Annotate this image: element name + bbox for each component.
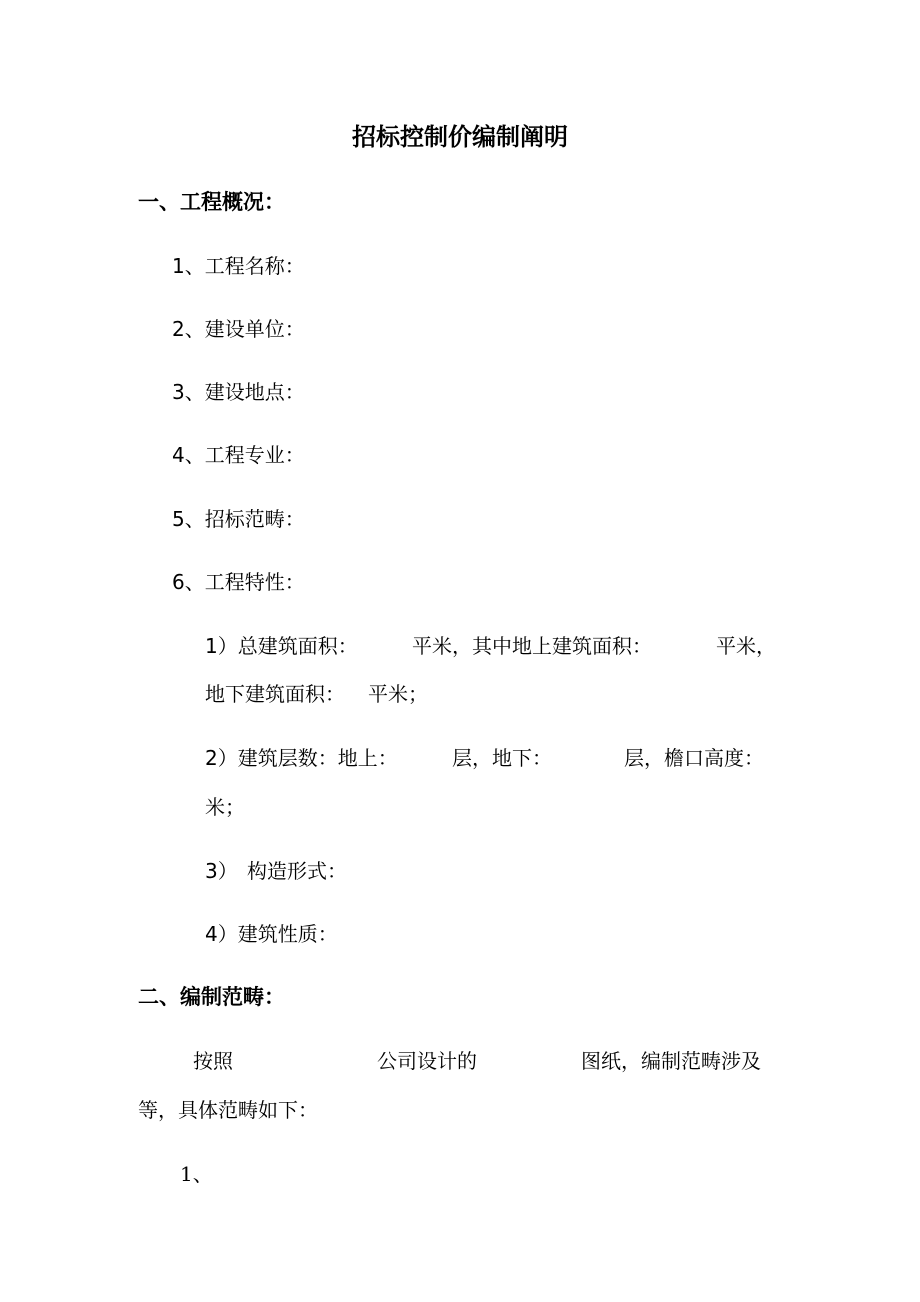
sub1-above-ground-label: 平米，其中地上建筑面积： xyxy=(412,634,652,658)
item-scope: 5、招标范畴： xyxy=(172,507,305,531)
section2-item-1: 1、 xyxy=(180,1162,213,1186)
sub2-floors-below-label: 层，地下： xyxy=(452,746,552,770)
item-owner: 2、建设单位： xyxy=(172,317,305,341)
sub1-underground-unit: 平米； xyxy=(368,682,428,706)
sub2-eave-height-label: 层，檐口高度： xyxy=(624,746,764,770)
section2-heading: 二、编制范畴： xyxy=(138,985,285,1009)
para-specific-scope: 等，具体范畴如下： xyxy=(138,1098,318,1122)
document-title: 招标控制价编制阐明 xyxy=(352,123,568,151)
sub3-number: 3） xyxy=(205,859,238,883)
sub4-building-nature: 4）建筑性质： xyxy=(205,922,338,946)
item-discipline: 4、工程专业： xyxy=(172,443,305,467)
section1-heading: 一、工程概况： xyxy=(138,190,285,214)
para-company-design: 公司设计的 xyxy=(377,1049,477,1073)
item-features: 6、工程特性： xyxy=(172,570,305,594)
sub1-unit: 平米， xyxy=(716,634,776,658)
para-according-to: 按照 xyxy=(193,1049,233,1073)
sub3-structure-label: 构造形式： xyxy=(247,859,347,883)
sub2-meter-unit: 米； xyxy=(205,795,245,819)
sub1-underground-label: 地下建筑面积： xyxy=(205,682,345,706)
sub2-floors-above-label: 2）建筑层数：地上： xyxy=(205,746,398,770)
item-project-name: 1、工程名称： xyxy=(172,254,305,278)
sub1-total-area-label: 1）总建筑面积： xyxy=(205,634,358,658)
para-drawings-scope: 图纸，编制范畴涉及 xyxy=(581,1049,761,1073)
item-location: 3、建设地点： xyxy=(172,380,305,404)
